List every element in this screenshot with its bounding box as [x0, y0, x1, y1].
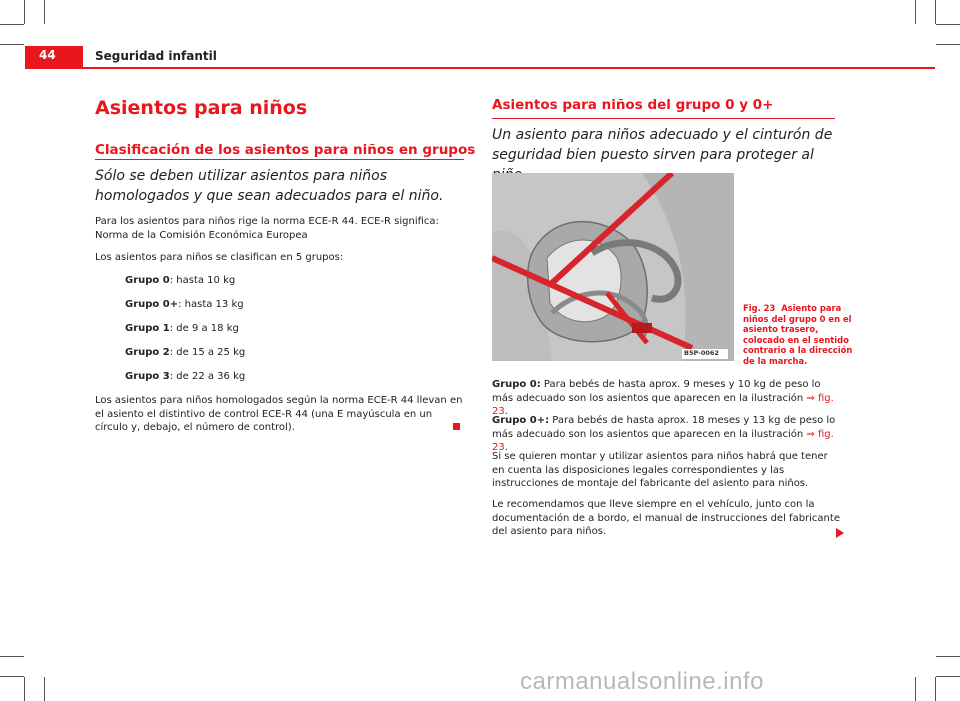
- crop-mark: [915, 0, 916, 24]
- figure-code: B5P-0062: [684, 349, 719, 357]
- page-heading: Asientos para niños: [95, 97, 308, 119]
- figure-link[interactable]: ⇒ fig. 23: [492, 428, 834, 453]
- paragraph: Grupo 0: Para bebés de hasta aprox. 9 meses y 10 kg de peso lo más adecuado son los asientos que aparecen en la ilustración ⇒ fig. 23.: [492, 379, 834, 417]
- crop-mark: [0, 676, 24, 677]
- group-item: Grupo 0+: hasta 13 kg: [125, 299, 244, 310]
- crop-mark: [935, 0, 936, 24]
- group-item: Grupo 2: de 15 a 25 kg: [125, 347, 246, 358]
- crop-mark: [44, 0, 45, 24]
- group-item: Grupo 0: hasta 10 kg: [125, 275, 236, 286]
- paragraph: Los asientos para niños se clasifican en 5 grupos:: [95, 252, 344, 263]
- section-heading: Clasificación de los asientos para niños en grupos: [95, 142, 476, 158]
- figure-link[interactable]: ⇒ fig. 23: [492, 392, 834, 417]
- crop-mark: [936, 44, 960, 45]
- crop-mark: [915, 677, 916, 701]
- crop-mark: [0, 656, 24, 657]
- figure-caption: Fig. 23 Asiento para niños del grupo 0 en el asiento trasero, colocado en el sentido contrario a la dirección de la marcha.: [743, 303, 853, 366]
- paragraph: Grupo 0+: Para bebés de hasta aprox. 18 meses y 13 kg de peso lo más adecuado son los asientos que aparecen en la ilustración ⇒ fig. 23.: [492, 415, 836, 453]
- crop-mark: [936, 24, 960, 25]
- crop-mark: [936, 656, 960, 657]
- paragraph: Le recomendamos que lleve siempre en el vehículo, junto con la documentación de a bordo, el manual de instrucciones del fabricante del asiento para niños.: [492, 499, 840, 537]
- child-seat-figure: [492, 173, 734, 361]
- crop-mark: [24, 0, 25, 24]
- child-seat-illustration: [492, 173, 734, 361]
- section-title: Seguridad infantil: [95, 49, 217, 63]
- lead-text: Sólo se deben utilizar asientos para niños homologados y que sean adecuados para el niño.: [95, 168, 444, 204]
- page-number: 44: [39, 48, 56, 62]
- crop-mark: [0, 24, 24, 25]
- crop-mark: [0, 44, 24, 45]
- section-heading-rule: [492, 118, 835, 119]
- paragraph: Para los asientos para niños rige la norma ECE-R 44. ECE-R significa: Norma de la Comisión Económica Europea: [95, 216, 439, 241]
- watermark: carmanualsonline.info: [520, 668, 764, 695]
- group-item: Grupo 3: de 22 a 36 kg: [125, 371, 246, 382]
- section-heading-rule: [95, 159, 464, 160]
- section-end-marker: [453, 423, 460, 430]
- section-heading: Asientos para niños del grupo 0 y 0+: [492, 97, 774, 113]
- lead-text: Un asiento para niños adecuado y el cinturón de seguridad bien puesto sirven para proteger al: [492, 127, 833, 163]
- paragraph: Los asientos para niños homologados según la norma ECE-R 44 llevan en el asiento el distintivo de control ECE-R 44 (una E mayúscula en un círculo y, debajo, el número de control).: [95, 395, 463, 433]
- crop-mark: [936, 676, 960, 677]
- continue-arrow-icon: [836, 528, 844, 538]
- crop-mark: [44, 677, 45, 701]
- header-rule: [25, 67, 935, 69]
- crop-mark: [24, 677, 25, 701]
- group-item: Grupo 1: de 9 a 18 kg: [125, 323, 239, 334]
- crop-mark: [935, 677, 936, 701]
- paragraph: Si se quieren montar y utilizar asientos para niños habrá que tener en cuenta las disposiciones legales correspondientes y las instrucciones de montaje del fabricante del asiento para niños.: [492, 451, 828, 489]
